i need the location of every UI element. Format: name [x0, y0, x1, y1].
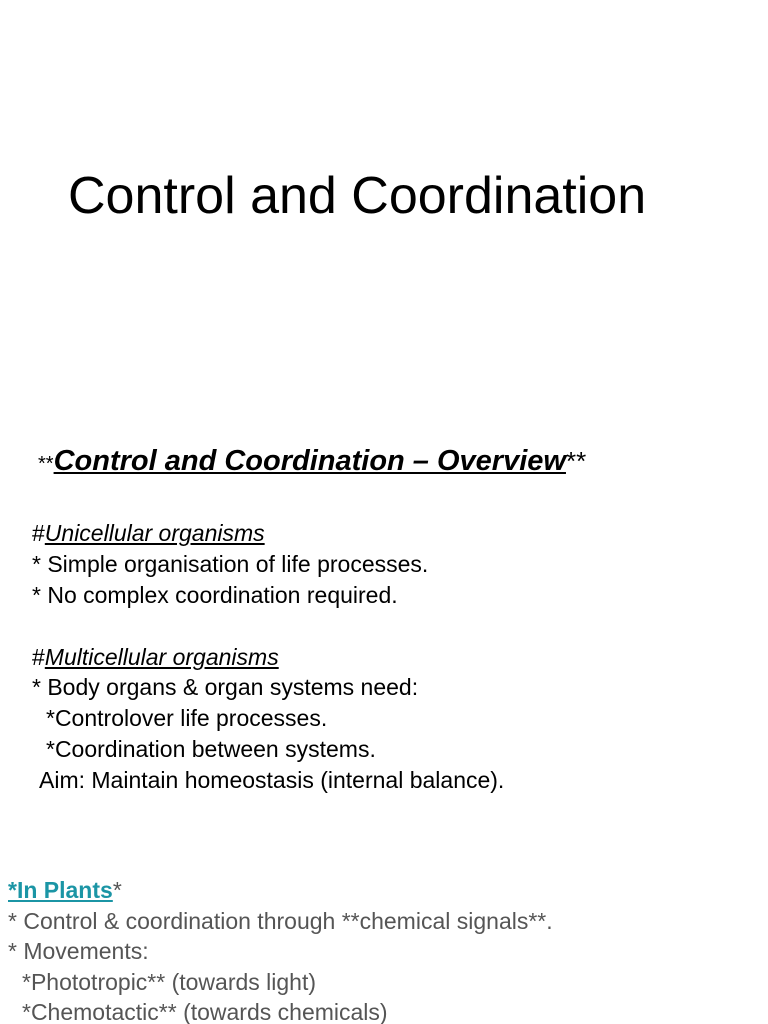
unicellular-line-2: * No complex coordination required. [32, 582, 398, 608]
multicellular-line-1: * Body organs & organ systems need: [32, 674, 419, 700]
unicellular-title [32, 518, 265, 548]
plants-line-3: *Phototropic** (towards light) [22, 969, 317, 995]
overview-heading-text: Control and Coordination – Overview [53, 445, 566, 477]
multicellular-aim: Aim: Maintain homeostasis (internal balance). [39, 767, 505, 793]
plants-heading [8, 875, 122, 905]
multicellular-hash: # [32, 644, 45, 670]
unicellular-title-text: Unicellular organisms [44, 520, 265, 546]
plants-line-4: *Chemotactic** (towards chemicals) [22, 999, 388, 1024]
multicellular-line-2: *Controlover life processes. [46, 705, 328, 731]
unicellular-hash: # [32, 520, 45, 546]
multicellular-title [32, 642, 279, 672]
plants-heading-suffix: * [112, 877, 122, 903]
overview-suffix: ** [565, 446, 587, 476]
in-plants-link[interactable]: *In Plants [8, 877, 113, 903]
overview-heading [38, 442, 586, 483]
multicellular-title-text: Multicellular organisms [44, 644, 279, 670]
unicellular-line-1: * Simple organisation of life processes. [32, 551, 429, 577]
plants-line-1: * Control & coordination through **chemical signals**. [8, 908, 553, 934]
overview-prefix: ** [38, 453, 54, 475]
plants-line-2: * Movements: [8, 938, 149, 964]
multicellular-line-3: *Coordination between systems. [46, 736, 376, 762]
page-title: Control and Coordination [68, 167, 647, 225]
